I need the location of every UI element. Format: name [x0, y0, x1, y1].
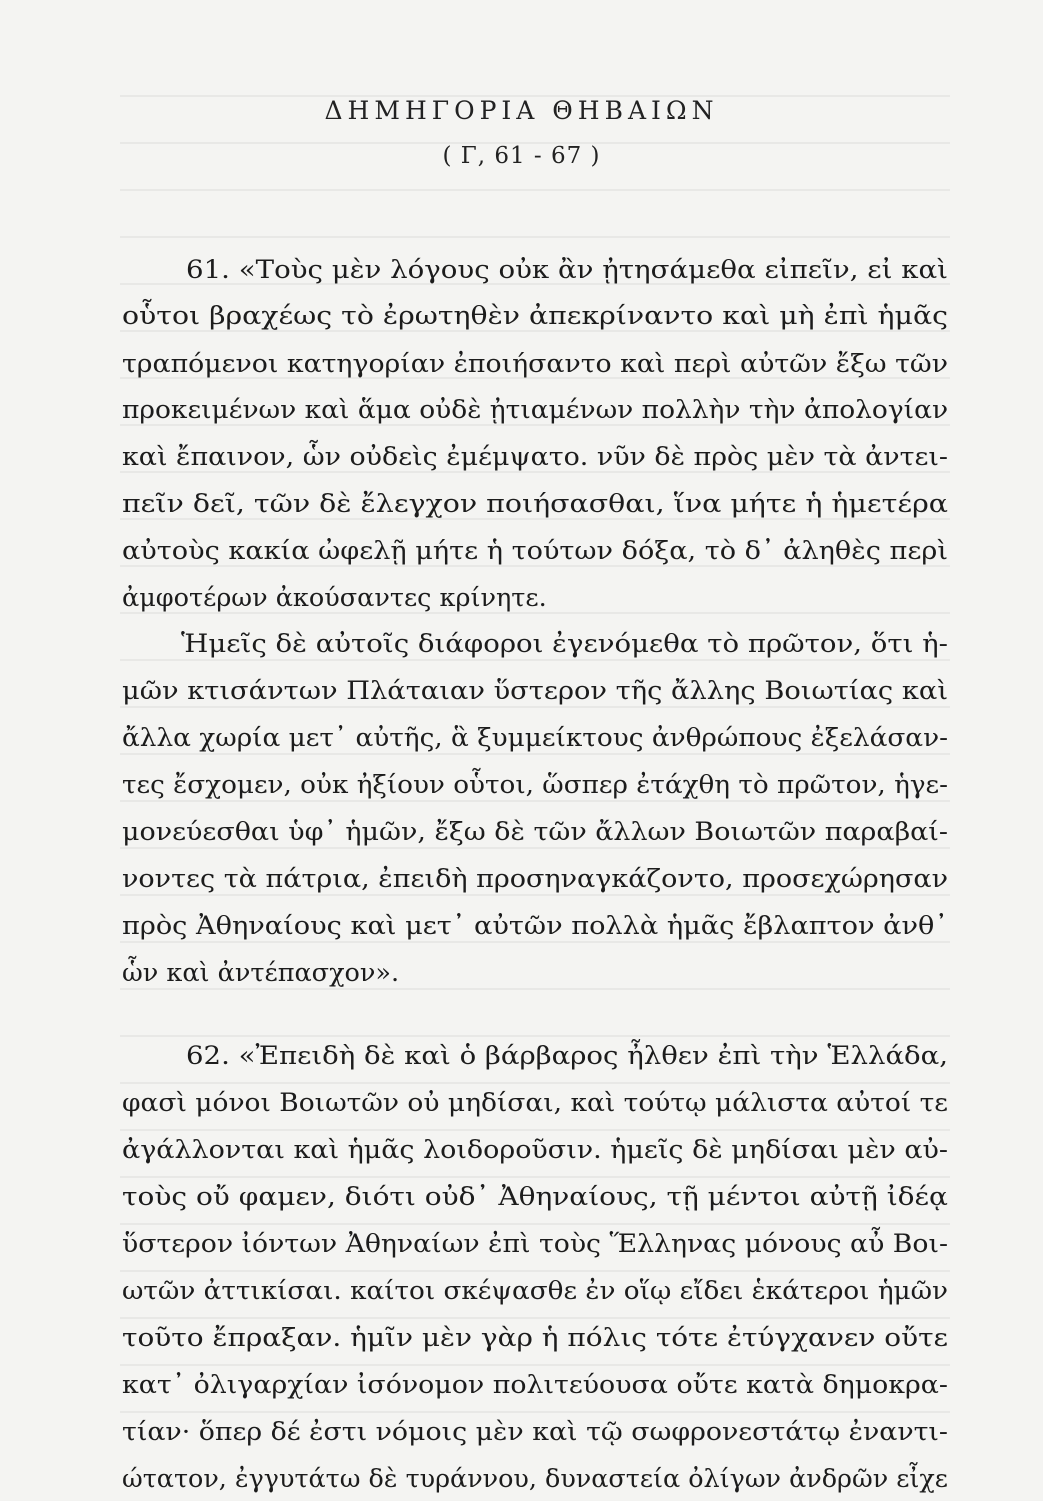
text-line: τοὺς οὔ φαμεν, διότι οὐδ᾽ Ἀθηναίους, τῇ μέντοι αὐτῇ ἰδέᾳ: [122, 1182, 948, 1212]
page-title: ΔΗΜΗΓΟΡΙΑ ΘΗΒΑΙΩΝ: [324, 96, 719, 125]
text-line: φασὶ μόνοι Βοιωτῶν οὐ μηδίσαι, καὶ τούτῳ μάλιστα αὐτοί τε: [122, 1088, 949, 1118]
text-line: τες ἔσχομεν, οὐκ ἠξίουν οὗτοι, ὥσπερ ἐτάχθη τὸ πρῶτον, ἡγε-: [122, 770, 948, 800]
text-line: κατ᾽ ὀλιγαρχίαν ἰσόνομον πολιτεύουσα οὔτε κατὰ δημοκρα-: [122, 1370, 948, 1400]
text-line: 62. «Ἐπειδὴ δὲ καὶ ὁ βάρβαρος ἦλθεν ἐπὶ τὴν Ἑλλάδα,: [186, 1041, 949, 1071]
text-line: τίαν· ὅπερ δέ ἐστι νόμοις μὲν καὶ τῷ σωφρονεστάτῳ ἐναντι-: [122, 1417, 949, 1447]
text-line: αὐτοὺς κακία ὠφελῇ μήτε ἡ τούτων δόξα, τὸ δ᾽ ἀληθὲς περὶ: [122, 536, 948, 566]
text-line: προκειμένων καὶ ἅμα οὐδὲ ᾐτιαμένων πολλὴν τὴν ἀπολογίαν: [122, 395, 949, 425]
text-line: μονεύεσθαι ὑφ᾽ ἡμῶν, ἔξω δὲ τῶν ἄλλων Βοιωτῶν παραβαί-: [122, 817, 948, 847]
text-line: καὶ ἔπαινον, ὧν οὐδεὶς ἐμέμψατο. νῦν δὲ πρὸς μὲν τὰ ἀντει-: [122, 442, 948, 472]
text-line: πρὸς Ἀθηναίους καὶ μετ᾽ αὐτῶν πολλὰ ἡμᾶς ἔβλαπτον ἀνθ᾽: [122, 911, 948, 941]
text-line: Ἡμεῖς δὲ αὐτοῖς διάφοροι ἐγενόμεθα τὸ πρῶτον, ὅτι ἡ-: [181, 629, 948, 659]
text-line: ἄλλα χωρία μετ᾽ αὐτῆς, ἃ ξυμμείκτους ἀνθρώπους ἐξελάσαν-: [122, 723, 948, 753]
page-subtitle: ( Γ, 61 - 67 ): [442, 143, 601, 169]
text-line: τοῦτο ἔπραξαν. ἡμῖν μὲν γὰρ ἡ πόλις τότε ἐτύγχανεν οὔτε: [122, 1323, 949, 1353]
text-line: ὧν καὶ ἀντέπασχον».: [122, 958, 400, 988]
text-line: 61. «Τοὺς μὲν λόγους οὐκ ἂν ᾐτησάμεθα εἰπεῖν, εἰ καὶ: [186, 255, 949, 285]
text-line: ωτῶν ἀττικίσαι. καίτοι σκέψασθε ἐν οἵῳ εἴδει ἑκάτεροι ἡμῶν: [122, 1276, 948, 1306]
text-line: ὕστερον ἰόντων Ἀθηναίων ἐπὶ τοὺς Ἕλληνας μόνους αὖ Βοι-: [122, 1229, 948, 1259]
text-line: τραπόμενοι κατηγορίαν ἐποιήσαντο καὶ περὶ αὐτῶν ἔξω τῶν: [122, 349, 948, 379]
text-line: μῶν κτισάντων Πλάταιαν ὕστερον τῆς ἄλλης Βοιωτίας καὶ: [122, 676, 949, 706]
text-line: ώτατον, ἐγγυτάτω δὲ τυράννου, δυναστεία ὀλίγων ἀνδρῶν εἶχε: [122, 1464, 948, 1494]
text-line: ἀγάλλονται καὶ ἡμᾶς λοιδοροῦσιν. ἡμεῖς δὲ μηδίσαι μὲν αὐ-: [122, 1135, 949, 1165]
text-line: οὗτοι βραχέως τὸ ἐρωτηθὲν ἀπεκρίναντο καὶ μὴ ἐπὶ ἡμᾶς: [122, 301, 948, 331]
text-line: ἀμφοτέρων ἀκούσαντες κρίνητε.: [122, 583, 547, 613]
text-line: νοντες τὰ πάτρια, ἐπειδὴ προσηναγκάζοντο, προσεχώρησαν: [122, 864, 949, 894]
text-line: πεῖν δεῖ, τῶν δὲ ἔλεγχον ποιήσασθαι, ἵνα μήτε ἡ ἡμετέρα: [122, 489, 948, 519]
